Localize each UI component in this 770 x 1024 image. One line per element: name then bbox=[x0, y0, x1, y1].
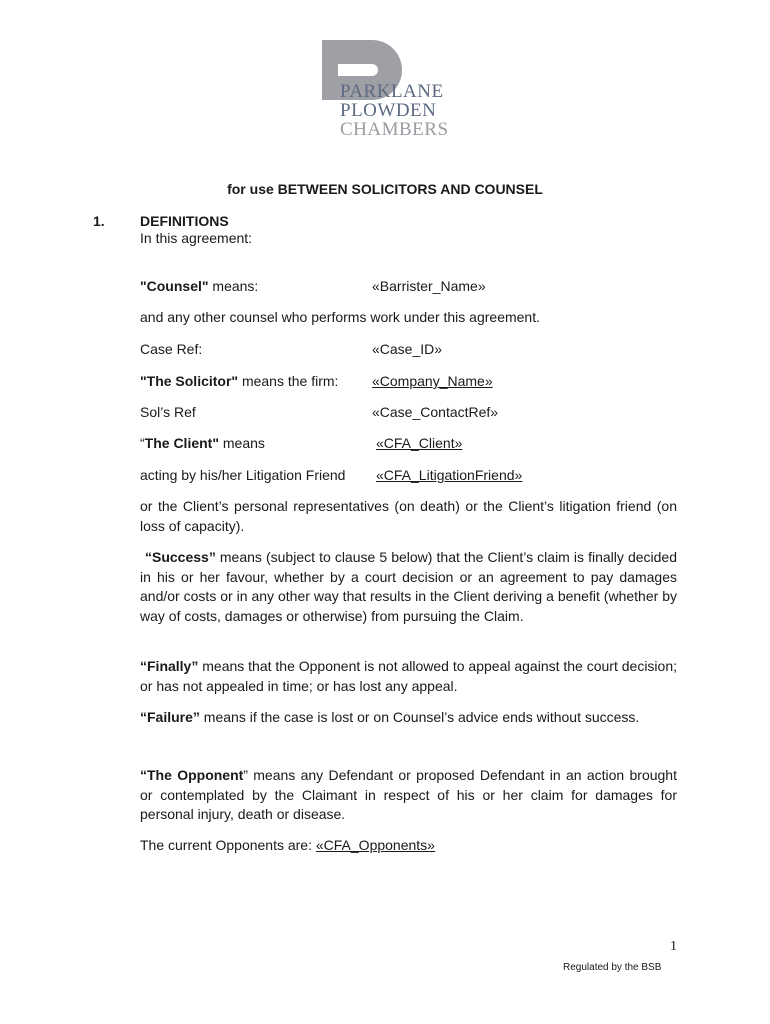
section-heading: DEFINITIONS bbox=[140, 213, 229, 229]
opponent-definition bbox=[140, 766, 677, 825]
litigation-friend-label: acting by his/her Litigation Friend bbox=[140, 467, 346, 483]
client-definition-label bbox=[140, 434, 265, 454]
finally-text: means that the Opponent is not allowed to appeal against the court decision; or has not appealed in time; or has lost any appeal. bbox=[140, 658, 678, 694]
any-other-counsel-text: and any other counsel who performs work under this agreement. bbox=[140, 309, 540, 325]
success-definition bbox=[140, 548, 677, 626]
solicitor-means: means the firm: bbox=[238, 373, 339, 389]
finally-definition bbox=[140, 657, 677, 696]
page-number: 1 bbox=[670, 939, 677, 954]
opponent-text: ” means any Defendant or proposed Defendant in an action brought or contemplated by the Claimant in respect of his or her claim for damages for personal injury, death or disease. bbox=[140, 767, 677, 822]
solicitor-definition-label bbox=[140, 372, 338, 392]
opponent-term: “The Opponent bbox=[140, 767, 244, 783]
failure-definition bbox=[140, 708, 677, 728]
case-ref-label: Case Ref: bbox=[140, 341, 203, 357]
failure-text: means if the case is lost or on Counsel’s advice ends without success. bbox=[199, 709, 640, 725]
section-intro: In this agreement: bbox=[140, 230, 253, 246]
case-ref-value: «Case_ID» bbox=[372, 341, 443, 357]
logo-line-parklane: PARKLANE bbox=[340, 81, 444, 102]
success-text: means (subject to clause 5 below) that the Client’s claim is finally decided in his or her favour, whether by a court decision or an agreement to pay damages and/or costs or in any other way that results in the Client deriving a benefit (whether by way of costs, damages or otherwise) from pursuing the Claim. bbox=[140, 549, 677, 624]
client-means: means bbox=[218, 435, 265, 451]
client-value: «CFA_Client» bbox=[376, 435, 463, 451]
solicitor-value: «Company_Name» bbox=[372, 373, 493, 389]
current-opponents-line bbox=[140, 836, 435, 856]
finally-term: “Finally” bbox=[140, 658, 199, 674]
client-open-quote: “ bbox=[140, 435, 145, 451]
section-number: 1. bbox=[93, 213, 105, 229]
current-opponents-value: «CFA_Opponents» bbox=[315, 837, 435, 853]
personal-representatives-paragraph: or the Client’s personal representatives (on death) or the Client’s litigation friend (on loss of capacity). bbox=[140, 498, 677, 534]
counsel-means: means: bbox=[208, 278, 259, 294]
current-opponents-label: The current Opponents are: bbox=[140, 837, 316, 853]
sols-ref-value: «Case_ContactRef» bbox=[372, 404, 499, 420]
counsel-definition-label bbox=[140, 277, 258, 297]
solicitor-term: "The Solicitor" bbox=[140, 373, 239, 389]
success-term: “Success” bbox=[145, 549, 216, 565]
logo-line-chambers: CHAMBERS bbox=[340, 119, 449, 140]
footer-regulated: Regulated by the BSB bbox=[563, 962, 662, 973]
logo-line-plowden: PLOWDEN bbox=[340, 100, 437, 121]
document-title: for use BETWEEN SOLICITORS AND COUNSEL bbox=[227, 181, 543, 197]
litigation-friend-value: «CFA_LitigationFriend» bbox=[376, 467, 523, 483]
client-term: The Client" bbox=[144, 435, 219, 451]
failure-term: “Failure” bbox=[140, 709, 200, 725]
counsel-value: «Barrister_Name» bbox=[372, 278, 486, 294]
sols-ref-label: Sol’s Ref bbox=[140, 404, 196, 420]
counsel-term: "Counsel" bbox=[140, 278, 209, 294]
